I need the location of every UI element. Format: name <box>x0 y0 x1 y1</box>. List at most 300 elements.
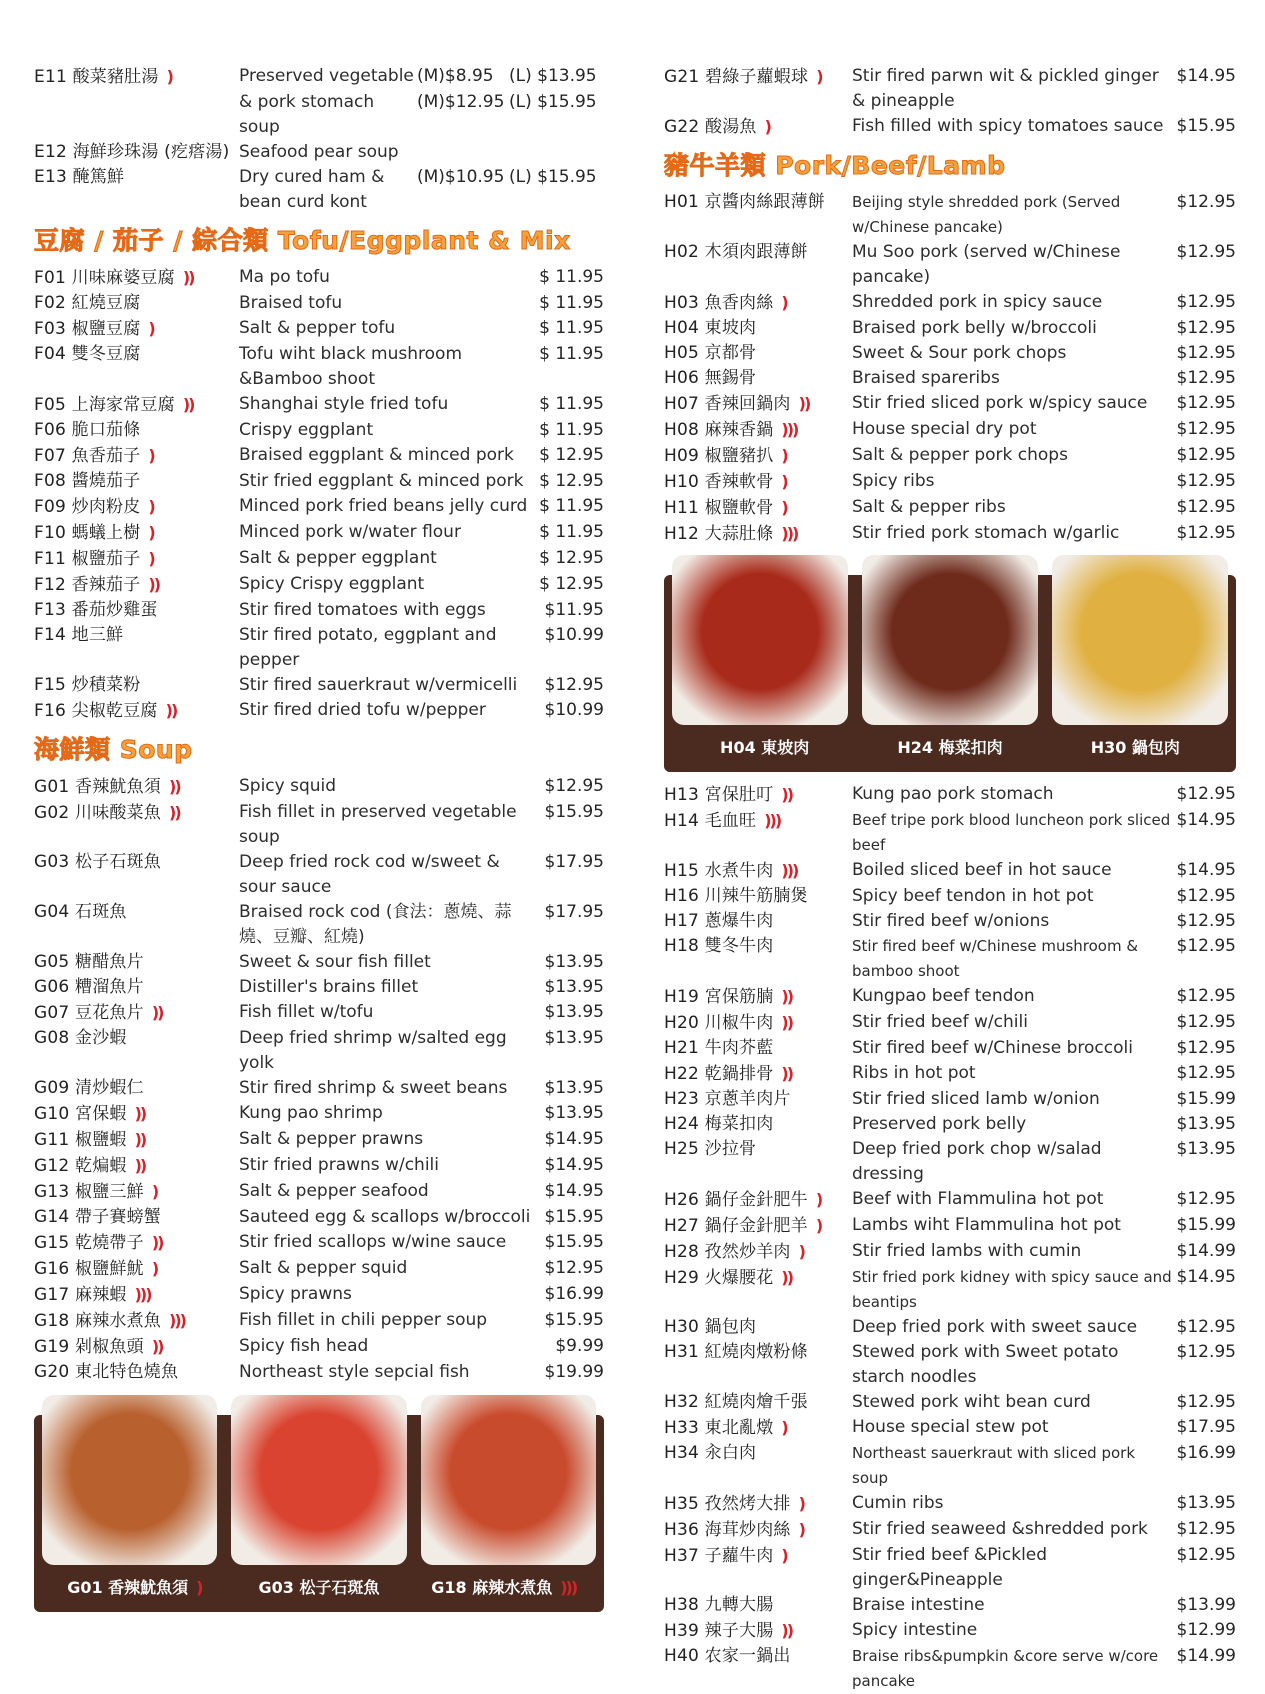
item-code: G10 宮保蝦 )) <box>34 1104 146 1124</box>
item-code: H04 東坡肉 <box>664 318 757 338</box>
soup-list <box>34 774 604 1385</box>
item-code: H26 鍋仔金針肥牛 ) <box>664 1190 822 1210</box>
item-description: Shanghai style fried tofu <box>239 394 449 414</box>
item-description: Salt & pepper prawns <box>239 1129 424 1149</box>
menu-item <box>664 495 1236 521</box>
menu-item <box>34 673 604 698</box>
photo-caption: H30 鍋包肉 <box>1090 738 1180 757</box>
menu-item <box>664 1517 1236 1543</box>
item-code: H25 沙拉骨 <box>664 1139 757 1159</box>
item-code: H28 孜然炒羊肉 ) <box>664 1242 804 1262</box>
item-price: $ 11.95 <box>539 318 604 338</box>
menu-item <box>664 934 1236 984</box>
item-code: G03 松子石斑魚 <box>34 852 162 872</box>
item-description: Beijing style shredded pork (Served w/Chinese pancake) <box>852 193 1121 236</box>
item-price: $12.95 <box>1176 1317 1236 1337</box>
item-description: Crispy eggplant <box>239 420 374 440</box>
item-description: Stir fried sliced lamb w/onion <box>852 1089 1100 1109</box>
spicy-marker: )) <box>151 1337 163 1356</box>
menu-item <box>664 1036 1236 1061</box>
spicy-marker: ) <box>798 1520 804 1539</box>
item-code: H09 椒鹽豬扒 ) <box>664 446 787 466</box>
item-description: Braised rock cod (食法：蔥燒、蒜燒、豆瓣、紅燒) <box>239 902 512 947</box>
item-code: H16 川辣牛筋腩煲 <box>664 886 808 906</box>
menu-item <box>664 984 1236 1010</box>
food-photo <box>862 555 1038 725</box>
menu-item <box>664 1213 1236 1239</box>
menu-item <box>34 1101 604 1127</box>
menu-item <box>34 598 604 623</box>
item-description: Salt & pepper squid <box>239 1258 408 1278</box>
item-description: Deep fried pork chop w/salad dressing <box>852 1139 1102 1184</box>
item-code: F15 炒積菜粉 <box>34 675 141 695</box>
menu-item <box>34 1282 604 1308</box>
item-code: H31 紅燒肉燉粉條 <box>664 1342 808 1362</box>
item-description: Salt & pepper seafood <box>239 1181 429 1201</box>
menu-item <box>34 140 604 165</box>
item-code: H15 水煮牛肉 ))) <box>664 861 798 881</box>
menu-item <box>664 417 1236 443</box>
item-price: $12.95 <box>1176 1392 1236 1412</box>
menu-item <box>34 520 604 546</box>
menu-item <box>34 1334 604 1360</box>
item-description: Minced pork w/water flour <box>239 522 461 542</box>
item-description: Fish filled with spicy tomatoes sauce <box>852 116 1164 136</box>
spicy-marker: )) <box>134 1156 146 1175</box>
item-price: $12.99 <box>1176 1620 1236 1640</box>
spicy-marker: ) <box>781 1546 787 1565</box>
menu-item <box>34 291 604 316</box>
menu-item <box>34 1026 604 1076</box>
photo-caption: G01 香辣魷魚須 ) <box>67 1578 202 1597</box>
spicy-marker: )) <box>182 268 194 287</box>
item-price: $17.95 <box>544 902 604 922</box>
item-code: H14 毛血旺 ))) <box>664 811 781 831</box>
menu-item <box>34 546 604 572</box>
item-code: G09 清炒蝦仁 <box>34 1078 144 1098</box>
item-code: H21 牛肉芥藍 <box>664 1038 774 1058</box>
item-description: Shredded pork in spicy sauce <box>852 292 1103 312</box>
item-description: Beef tripe pork blood luncheon pork sliced beef <box>852 811 1171 854</box>
item-description: Stir fried pork stomach w/garlic <box>852 523 1120 543</box>
spicy-marker: )) <box>148 575 160 594</box>
menu-item <box>664 391 1236 417</box>
item-code: G18 麻辣水煮魚 ))) <box>34 1311 185 1331</box>
spicy-marker: ))) <box>781 420 798 439</box>
menu-item <box>664 316 1236 341</box>
item-code: H35 孜然烤大排 ) <box>664 1494 804 1514</box>
item-price: $13.99 <box>1176 1595 1236 1615</box>
item-price: $ 11.95 <box>539 496 604 516</box>
pork-captions <box>664 735 1236 772</box>
menu-item <box>34 418 604 443</box>
item-description: Stir fired dried tofu w/pepper <box>239 700 486 720</box>
item-price: $19.99 <box>544 1362 604 1382</box>
food-photo <box>1052 555 1228 725</box>
menu-item <box>664 1491 1236 1517</box>
item-description: Deep fried pork with sweet sauce <box>852 1317 1138 1337</box>
item-price: $15.95 <box>544 1207 604 1227</box>
item-price: $14.95 <box>544 1129 604 1149</box>
item-price: $14.95 <box>544 1155 604 1175</box>
item-code: H27 鍋仔金針肥羊 ) <box>664 1216 822 1236</box>
item-description: Stir fried sliced pork w/spicy sauce <box>852 393 1148 413</box>
menu-item <box>34 800 604 850</box>
spicy-marker: )) <box>781 987 793 1006</box>
menu-item <box>34 1127 604 1153</box>
spicy-marker: )) <box>798 394 810 413</box>
item-price: $13.95 <box>544 1028 604 1048</box>
item-price: $ 12.95 <box>539 548 604 568</box>
item-code: H20 川椒牛肉 )) <box>664 1013 793 1033</box>
menu-item <box>664 1340 1236 1390</box>
item-description: Stir fried scallops w/wine sauce <box>239 1232 507 1252</box>
menu-item <box>34 1205 604 1230</box>
item-description: Preserved pork belly <box>852 1114 1027 1134</box>
item-price: $12.95 <box>1176 1189 1236 1209</box>
item-description: Sweet & Sour pork chops <box>852 343 1067 363</box>
item-code: H24 梅菜扣肉 <box>664 1114 774 1134</box>
item-description: Sweet & sour fish fillet <box>239 952 431 972</box>
menu-item <box>664 1265 1236 1315</box>
item-code: G05 糖醋魚片 <box>34 952 144 972</box>
item-description: Stir fried beef &Pickled ginger&Pineapple <box>852 1545 1048 1590</box>
item-description: Kung pao pork stomach <box>852 784 1054 804</box>
item-description: Seafood pear soup <box>239 142 399 162</box>
food-photo <box>421 1395 596 1565</box>
item-price: $15.95 <box>544 802 604 822</box>
menu-item <box>664 1618 1236 1644</box>
item-description: Spicy fish head <box>239 1336 369 1356</box>
item-description: Stewed pork wiht bean curd <box>852 1392 1091 1412</box>
item-description: Deep fried shrimp w/salted egg yolk <box>239 1028 507 1073</box>
item-price-medium: (M)$10.95 <box>417 167 505 187</box>
item-price: $13.95 <box>544 952 604 972</box>
section-title-soup: 海鮮類 Soup <box>34 735 193 764</box>
spicy-marker: )) <box>151 1003 163 1022</box>
item-price: $12.95 <box>1176 318 1236 338</box>
item-price: $14.99 <box>1176 1241 1236 1261</box>
item-code: G04 石斑魚 <box>34 902 127 922</box>
item-price: $14.95 <box>544 1181 604 1201</box>
item-code: H33 東北亂燉 ) <box>664 1418 787 1438</box>
menu-item <box>664 909 1236 934</box>
item-description: Salt & pepper pork chops <box>852 445 1068 465</box>
item-price: $15.95 <box>544 1232 604 1252</box>
menu-item <box>34 1000 604 1026</box>
item-description: Spicy prawns <box>239 1284 352 1304</box>
menu-item <box>34 1308 604 1334</box>
spicy-marker: ))) <box>764 811 781 830</box>
item-price: $16.99 <box>544 1284 604 1304</box>
item-code: H19 宮保筋腩 )) <box>664 987 793 1007</box>
item-description: Spicy Crispy eggplant <box>239 574 425 594</box>
spicy-marker: ))) <box>781 861 798 880</box>
item-code: G20 東北特色燒魚 <box>34 1362 179 1382</box>
spicy-marker: )) <box>781 1013 793 1032</box>
item-price: $12.95 <box>1176 784 1236 804</box>
item-price: $9.99 <box>555 1336 604 1356</box>
item-description: Stir fried seaweed &shredded pork <box>852 1519 1148 1539</box>
right-column <box>664 64 1236 1694</box>
menu-item <box>664 341 1236 366</box>
spicy-marker: )) <box>169 803 180 822</box>
item-description: Salt & pepper tofu <box>239 318 396 338</box>
item-code: H10 香辣軟骨 ) <box>664 472 787 492</box>
food-photo <box>231 1395 406 1565</box>
item-price: $12.95 <box>1176 1038 1236 1058</box>
menu-item <box>664 782 1236 808</box>
item-code: F16 尖椒乾豆腐 )) <box>34 701 177 721</box>
item-price: $12.95 <box>544 1258 604 1278</box>
item-description: Stir fired beef w/Chinese broccoli <box>852 1038 1133 1058</box>
item-code: F12 香辣茄子 )) <box>34 575 160 595</box>
item-description: Fish fillet in preserved vegetable soup <box>239 802 517 847</box>
item-description: Spicy intestine <box>852 1620 978 1640</box>
menu-item <box>664 114 1236 140</box>
food-photo <box>672 555 848 725</box>
soup-photo-band <box>34 1415 604 1612</box>
item-price-large: (L) $15.95 <box>509 167 597 187</box>
item-code: G07 豆花魚片 )) <box>34 1003 163 1023</box>
spicy-marker: ) <box>148 446 154 465</box>
spicy-marker: ) <box>166 67 172 86</box>
item-code: G06 糟溜魚片 <box>34 977 144 997</box>
spicy-marker: ) <box>148 319 154 338</box>
item-price: $13.95 <box>544 1103 604 1123</box>
menu-item <box>664 1187 1236 1213</box>
item-description: & pork stomach soup <box>239 92 375 137</box>
item-code: G22 酸湯魚 ) <box>664 117 770 137</box>
item-price: $ 11.95 <box>539 344 604 364</box>
item-description: Stir fired beef w/Chinese mushroom & bamboo shoot <box>852 937 1139 980</box>
item-description: Stir fried eggplant & minced pork <box>239 471 524 491</box>
item-price: $ 11.95 <box>539 267 604 287</box>
item-price: $12.95 <box>1176 497 1236 517</box>
spicy-marker: )) <box>169 777 180 796</box>
item-description: Stir fired parwn wit & pickled ginger & pineapple <box>852 66 1159 111</box>
item-description: Spicy beef tendon in hot pot <box>852 886 1094 906</box>
menu-item <box>34 950 604 975</box>
item-code: H01 京醬肉絲跟薄餅 <box>664 192 826 212</box>
item-description: Deep fried rock cod w/sweet & sour sauce <box>239 852 500 897</box>
item-code: H11 椒鹽軟骨 ) <box>664 498 787 518</box>
spicy-marker: ) <box>798 1242 804 1261</box>
item-code: H23 京蔥羊肉片 <box>664 1089 791 1109</box>
item-code: G01 香辣魷魚須 )) <box>34 777 180 797</box>
item-code: H05 京都骨 <box>664 343 757 363</box>
item-price: $ 12.95 <box>539 445 604 465</box>
item-description: Lambs wiht Flammulina hot pot <box>852 1215 1121 1235</box>
item-code: F05 上海家常豆腐 )) <box>34 395 194 415</box>
item-description: House special dry pot <box>852 419 1037 439</box>
menu-item <box>664 1239 1236 1265</box>
item-description: Kung pao shrimp <box>239 1103 383 1123</box>
item-price: $12.95 <box>1176 1342 1236 1362</box>
item-price: $17.95 <box>544 852 604 872</box>
menu-item <box>34 623 604 673</box>
item-code: E11 酸菜豬肚湯 ) <box>34 67 172 87</box>
item-price-medium: (M)$8.95 <box>417 66 494 86</box>
spicy-marker: ))) <box>169 1311 185 1330</box>
item-code: F13 番茄炒雞蛋 <box>34 600 158 620</box>
item-price: $12.95 <box>1176 1012 1236 1032</box>
menu-item <box>664 443 1236 469</box>
item-price: $ 11.95 <box>539 522 604 542</box>
item-code: H13 宮保肚叮 )) <box>664 785 793 805</box>
spicy-marker: )) <box>151 1233 163 1252</box>
item-description: Fish fillet w/tofu <box>239 1002 374 1022</box>
item-code: F10 螞蟻上樹 ) <box>34 523 154 543</box>
item-price: $17.95 <box>1176 1417 1236 1437</box>
spicy-marker: ) <box>148 523 154 542</box>
soup-photos <box>34 1415 604 1585</box>
menu-item <box>664 1137 1236 1187</box>
seafood-continued-list <box>664 64 1236 140</box>
item-code: G14 帶子賽螃蟹 <box>34 1207 162 1227</box>
item-code: H18 雙冬牛肉 <box>664 936 774 956</box>
item-price: $12.95 <box>1176 986 1236 1006</box>
item-description: Stir fired beef w/onions <box>852 911 1050 931</box>
menu-item <box>34 698 604 724</box>
item-price: $12.95 <box>1176 445 1236 465</box>
item-code: H30 鍋包肉 <box>664 1317 757 1337</box>
menu-item <box>664 1415 1236 1441</box>
item-price: $15.99 <box>1176 1089 1236 1109</box>
item-description: Dry cured ham & bean curd kont <box>239 167 385 212</box>
item-price: $12.95 <box>1176 886 1236 906</box>
item-description: Ma po tofu <box>239 267 330 287</box>
item-price: $13.95 <box>1176 1493 1236 1513</box>
menu-item <box>664 190 1236 240</box>
item-price-medium: (M)$12.95 <box>417 92 505 112</box>
item-description: Stir fried beef w/chili <box>852 1012 1028 1032</box>
menu-item <box>664 1315 1236 1340</box>
item-code: G12 乾煸蝦 )) <box>34 1156 146 1176</box>
spicy-marker: ) <box>781 1418 787 1437</box>
spicy-marker: ) <box>781 293 787 312</box>
menu-item <box>664 808 1236 858</box>
menu-item <box>34 265 604 291</box>
pork-photo-band <box>664 575 1236 772</box>
item-code: H36 海茸炒肉絲 ) <box>664 1520 804 1540</box>
item-price: $13.95 <box>1176 1139 1236 1159</box>
item-description: Sauteed egg & scallops w/broccoli <box>239 1207 531 1227</box>
spicy-marker: )) <box>781 785 793 804</box>
pork-photos <box>664 575 1236 745</box>
item-description: Stir fired potato, eggplant and pepper <box>239 625 497 670</box>
item-price: $10.99 <box>544 625 604 645</box>
spicy-marker: ) <box>781 446 787 465</box>
item-code: H40 农家一鍋出 <box>664 1646 791 1666</box>
item-code: H32 紅燒肉燴千張 <box>664 1392 808 1412</box>
item-price: $12.95 <box>1176 936 1236 956</box>
spicy-marker: )) <box>781 1268 793 1287</box>
item-code: G08 金沙蝦 <box>34 1028 127 1048</box>
item-description: Salt & pepper ribs <box>852 497 1006 517</box>
item-price: $ 11.95 <box>539 293 604 313</box>
item-code: F11 椒鹽茄子 ) <box>34 549 154 569</box>
item-price: $12.95 <box>1176 368 1236 388</box>
pork-list-a <box>664 190 1236 547</box>
item-code: H22 乾鍋排骨 )) <box>664 1064 793 1084</box>
pork-list-b <box>664 782 1236 1694</box>
item-description: Stir fried prawns w/chili <box>239 1155 439 1175</box>
spicy-marker: ) <box>815 1190 822 1209</box>
item-description: Stewed pork with Sweet potato starch noodles <box>852 1342 1119 1387</box>
item-price: $ 12.95 <box>539 471 604 491</box>
item-description: Braise intestine <box>852 1595 985 1615</box>
menu-item <box>664 858 1236 884</box>
menu-item <box>664 1087 1236 1112</box>
item-description: Fish fillet in chili pepper soup <box>239 1310 488 1330</box>
item-code: F06 脆口茄條 <box>34 420 141 440</box>
item-description: Kungpao beef tendon <box>852 986 1035 1006</box>
item-code: H17 蔥爆牛肉 <box>664 911 774 931</box>
item-price: $12.95 <box>1176 419 1236 439</box>
section-title-pork: 豬牛羊類 Pork/Beef/Lamb <box>664 151 1006 180</box>
item-price: $10.99 <box>544 700 604 720</box>
soup-top-list <box>34 64 604 215</box>
menu-item <box>34 1360 604 1385</box>
item-price: $12.95 <box>1176 343 1236 363</box>
menu-item <box>664 240 1236 290</box>
spicy-marker: ))) <box>560 1578 577 1597</box>
item-code: H03 魚香肉絲 ) <box>664 293 787 313</box>
menu-item <box>664 1543 1236 1593</box>
menu-item <box>664 884 1236 909</box>
spicy-marker: ) <box>151 1182 158 1201</box>
item-price: $ 11.95 <box>539 420 604 440</box>
item-code: F09 炒肉粉皮 ) <box>34 497 154 517</box>
spicy-marker: ) <box>798 1494 804 1513</box>
item-price: $12.95 <box>1176 911 1236 931</box>
item-price-large: (L) $13.95 <box>509 66 597 86</box>
item-price: $13.95 <box>544 977 604 997</box>
spicy-marker: ))) <box>134 1285 151 1304</box>
menu-item <box>34 443 604 469</box>
photo-caption: H24 梅菜扣肉 <box>897 738 1003 757</box>
item-code: H02 木須肉跟薄餅 <box>664 242 808 262</box>
item-price: $14.99 <box>1176 1646 1236 1666</box>
item-price: $15.95 <box>544 1310 604 1330</box>
menu-item <box>34 316 604 342</box>
item-code: F07 魚香茄子 ) <box>34 446 154 466</box>
item-description: Boiled sliced beef in hot sauce <box>852 860 1112 880</box>
item-description: Stir fried pork kidney with spicy sauce and beantips <box>852 1268 1172 1311</box>
item-description: Mu Soo pork (served w/Chinese pancake) <box>852 242 1121 287</box>
item-description: Braised spareribs <box>852 368 1000 388</box>
item-code: F02 紅燒豆腐 <box>34 293 141 313</box>
food-photo <box>42 1395 217 1565</box>
item-description: Northeast sauerkraut with sliced pork soup <box>852 1444 1136 1487</box>
spicy-marker: ) <box>781 498 787 517</box>
menu-item <box>664 1112 1236 1137</box>
item-description: Minced pork fried beans jelly curd <box>239 496 528 516</box>
menu-item <box>664 1593 1236 1618</box>
item-description: Braise ribs&pumpkin &core serve w/core pancake <box>852 1647 1159 1690</box>
item-code: H39 辣子大腸 )) <box>664 1621 793 1641</box>
item-description: Tofu wiht black mushroom &Bamboo shoot <box>239 344 463 389</box>
menu-item <box>664 64 1236 114</box>
item-code: H29 火爆腰花 )) <box>664 1268 793 1288</box>
item-description: House special stew pot <box>852 1417 1049 1437</box>
spicy-marker: )) <box>165 701 177 720</box>
item-description: Cumin ribs <box>852 1493 944 1513</box>
menu-item <box>664 290 1236 316</box>
spicy-marker: ))) <box>781 524 798 543</box>
menu-item <box>34 392 604 418</box>
